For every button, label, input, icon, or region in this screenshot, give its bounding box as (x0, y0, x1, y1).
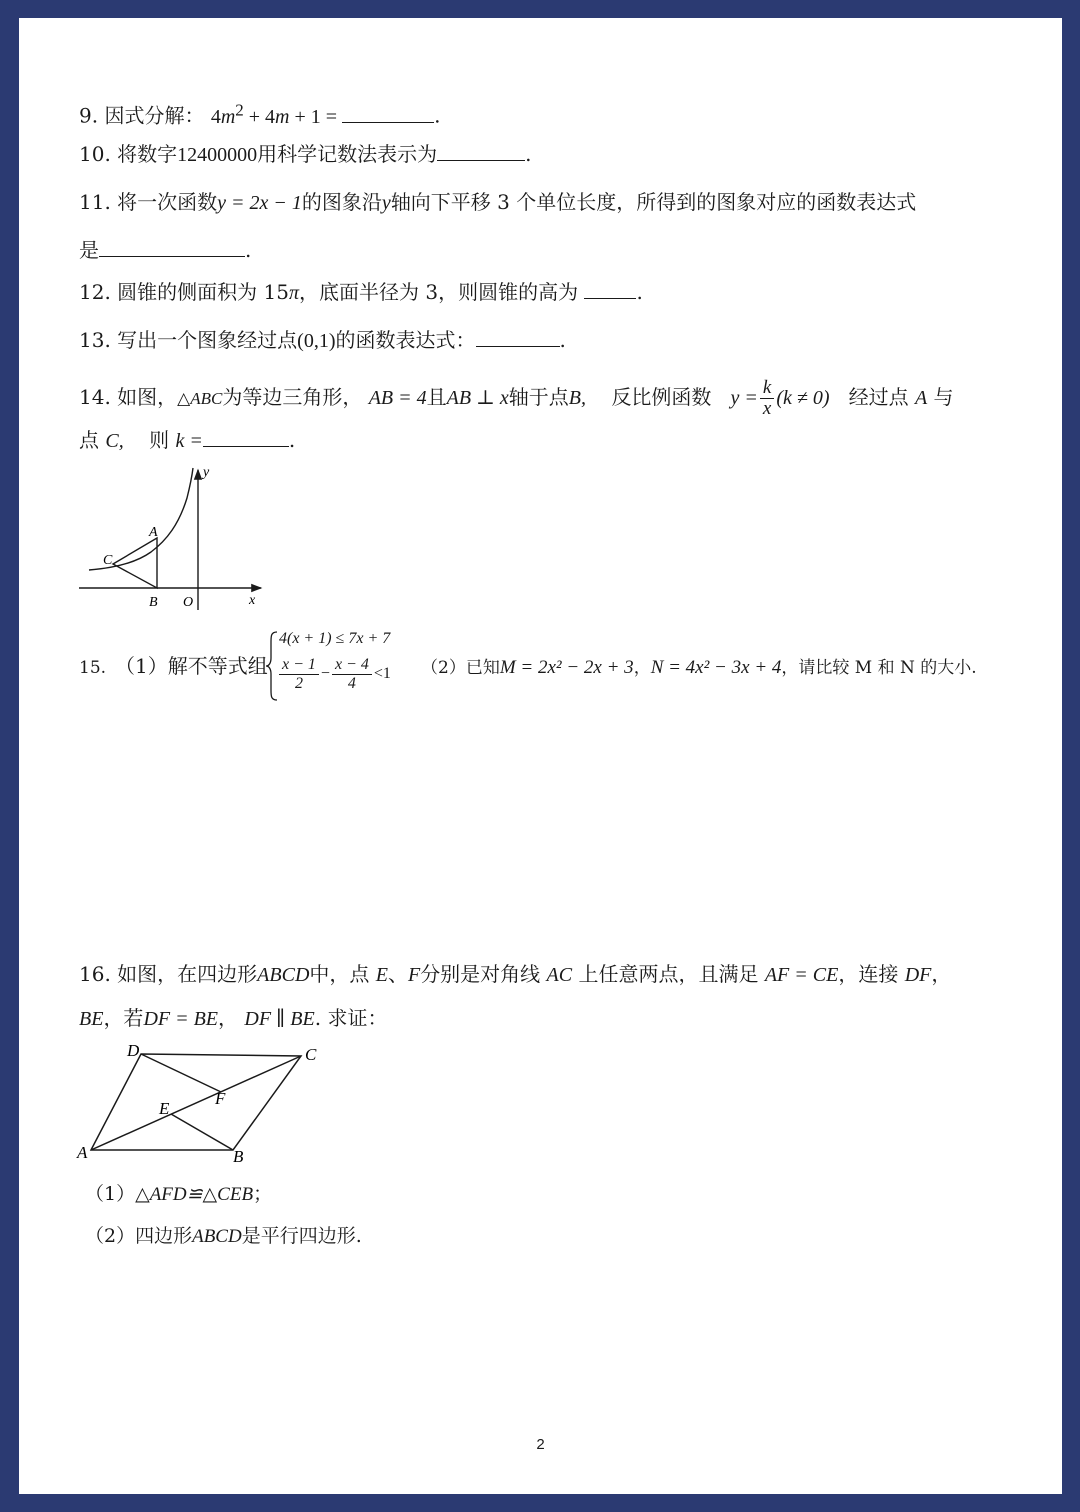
question-number: 14. (79, 385, 111, 409)
point-c-label: C (305, 1045, 317, 1064)
question-text: 因式分解： (104, 103, 205, 128)
question-text: （2）已知 (421, 658, 500, 678)
sub-label: （1） (85, 1183, 136, 1205)
question-text: 如图，在四边形 (117, 962, 258, 986)
expression: $4m^2 + 4m + 1$ = (210, 100, 343, 128)
period: . (559, 328, 566, 352)
fraction-1: $\frac{x - 1}{2}$ (279, 656, 319, 693)
period: . (636, 280, 643, 304)
question-text: 分别是对角线 (420, 962, 541, 986)
answer-blank (584, 280, 636, 299)
question-number: 12. (79, 280, 111, 304)
axis-label: y (381, 192, 391, 214)
question-text: 为等边三角形， (222, 385, 363, 409)
answer-blank (476, 328, 560, 347)
answer-blank (99, 238, 245, 257)
question-text: 与 (933, 385, 954, 409)
segment-df (141, 1054, 221, 1092)
quad-label: ABCD (257, 964, 310, 986)
expression: △AFD≌△CEB (135, 1184, 254, 1205)
question-text: 轴于点 (508, 385, 569, 409)
point-label: A (914, 387, 928, 409)
point-label: B, (568, 387, 586, 409)
expression: k = (175, 430, 203, 452)
point-b-label: B (233, 1147, 244, 1164)
diagonal-ac (91, 1056, 301, 1150)
quad-label: ABCD (192, 1226, 242, 1247)
question-text: （2）四边形 (85, 1225, 193, 1247)
question-number: 13. (79, 328, 111, 352)
question-number: 10. (79, 142, 111, 166)
point-a-label: A (77, 1143, 88, 1162)
fraction-2: $\frac{x - 4}{4}$ (332, 656, 372, 693)
question-text: ， (931, 962, 952, 986)
question-text: 写出一个图象经过点 (117, 328, 298, 352)
number-value: 12400000 (177, 144, 258, 166)
period: . (434, 103, 441, 128)
question-number: 9. (79, 103, 99, 128)
point-c-label: C (103, 553, 113, 568)
question-number: 15. (79, 658, 107, 678)
question-10 (79, 140, 532, 169)
q16-figure (73, 1040, 323, 1164)
expression: AF = CE (764, 964, 839, 986)
expression-m: M = 2x² − 2x + 3 (499, 657, 634, 678)
question-14-line-2 (79, 426, 295, 455)
expression-n: N = 4x² − 3x + 4 (650, 657, 782, 678)
question-text: 经过点 (848, 385, 909, 409)
question-15-part-2 (421, 654, 977, 682)
question-text: 是平行四边形. (241, 1225, 362, 1247)
question-text: 反比例函数 (611, 385, 712, 409)
question-12 (79, 278, 643, 307)
q14-figure (75, 464, 275, 614)
question-text: . 求证： (314, 1006, 388, 1030)
inequality-1: 4(x + 1) ≤ 7x + 7 (279, 630, 391, 647)
question-15-part-1-label (115, 652, 268, 680)
segment-label: AC (546, 964, 573, 986)
question-text: 且 (426, 385, 447, 409)
expression: DF = BE (143, 1008, 219, 1030)
question-text: 轴向下平移 3 个单位长度，所得到的图象对应的函数表达式 (390, 190, 917, 214)
question-16-sub-2 (85, 1222, 362, 1251)
segment-label: BE (79, 1008, 104, 1030)
question-number: 16. (79, 962, 111, 986)
question-text: 将一次函数 (117, 190, 218, 214)
question-text: 的图象沿 (301, 190, 382, 214)
point-coordinate: (0,1) (297, 330, 336, 352)
expression: AB = 4 (368, 387, 427, 409)
segment-be (171, 1114, 233, 1150)
x-label: x (249, 593, 256, 608)
segment-label: DF (904, 964, 932, 986)
inequality-2 (277, 656, 391, 693)
triangle-abc (113, 538, 157, 588)
question-text: 的函数表达式： (335, 328, 476, 352)
condition: (k ≠ 0) (776, 387, 830, 409)
question-text: 将数字 (117, 142, 178, 166)
question-11-line-2 (79, 236, 251, 264)
expression: DF ∥ BE (244, 1008, 315, 1030)
point-label: F (407, 964, 421, 986)
question-9 (79, 96, 440, 131)
separator: 、 (387, 962, 408, 986)
question-text: 点 (79, 428, 99, 452)
answer-blank (203, 428, 289, 447)
question-text: ，若 (103, 1006, 144, 1030)
point-b-label: B (149, 595, 158, 610)
question-text: 则 (149, 428, 170, 452)
question-text: 如图， (117, 385, 178, 409)
period: . (245, 238, 252, 262)
question-text: ，连接 (838, 962, 899, 986)
function-expression: y = 2x − 1 (217, 192, 302, 214)
worksheet-page (19, 18, 1062, 1494)
point-f-label: F (215, 1089, 226, 1108)
question-text: ； (253, 1183, 273, 1205)
question-14 (79, 374, 954, 422)
question-16-sub-1 (85, 1180, 272, 1209)
question-number: 11. (79, 190, 111, 214)
period: . (525, 142, 532, 166)
fraction-k-over-x: $\frac{k}{x}$ (760, 378, 774, 419)
point-e-label: E (159, 1099, 170, 1118)
question-16-line-2 (79, 1004, 387, 1033)
origin-label: O (183, 595, 194, 610)
question-text: 上任意两点，且满足 (578, 962, 759, 986)
point-label: E (375, 964, 388, 986)
question-text: ，底面半径为 3，则圆锥的高为 (299, 280, 579, 304)
question-16 (79, 960, 951, 989)
expression: AB ⊥ x (446, 387, 509, 409)
question-text: ，请比较 M 和 N 的大小. (781, 658, 977, 678)
question-15-number (79, 654, 106, 682)
question-text: 中，点 (309, 962, 370, 986)
answer-blank (342, 104, 434, 123)
point-label: C, (105, 430, 124, 452)
page-number: 2 (536, 1436, 545, 1453)
point-a-label: A (149, 525, 158, 540)
question-text: （1）解不等式组 (115, 654, 268, 678)
triangle-label: △ABC (177, 389, 223, 408)
question-text: ， (218, 1006, 239, 1030)
question-13 (79, 326, 566, 355)
question-text: 圆锥的侧面积为 15 (117, 280, 289, 304)
point-d-label: D (127, 1041, 140, 1060)
answer-blank (437, 142, 525, 161)
pi-symbol: π (288, 282, 300, 304)
y-label: y (203, 465, 210, 480)
minus-sign: − (320, 665, 330, 683)
less-than: <1 (373, 665, 391, 683)
question-text: 用科学记数法表示为 (257, 142, 438, 166)
question-11 (79, 188, 916, 217)
question-text: 是 (79, 238, 99, 262)
expression: y = (730, 387, 758, 409)
period: . (288, 428, 296, 452)
comma: ， (633, 658, 651, 678)
